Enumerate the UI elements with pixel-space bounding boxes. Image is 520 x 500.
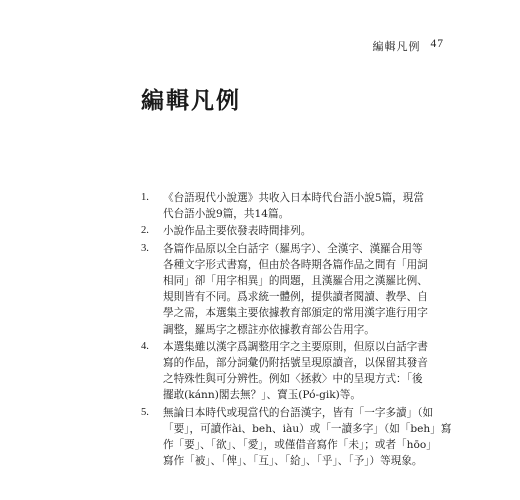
rule-text-line: 作「要」、「欲」、「愛」，或僅借音寫作「未」；或者「hōo」	[163, 439, 437, 452]
rule-item	[141, 339, 431, 404]
rule-text-line: 寫的作品，部分詞彙仍附括號呈現原讀音，以保留其發音	[163, 357, 428, 370]
rule-text-line: 無論日本時代或現當代的台語漢字，皆有「一字多讀」（如	[163, 406, 434, 419]
page-title: 編輯凡例	[141, 87, 241, 114]
rule-text-line: 各篇作品原以全白話字（羅馬字）、全漢字、漢羅合用等	[163, 242, 423, 255]
running-header-title: 編輯凡例	[372, 40, 421, 53]
rule-text	[163, 223, 431, 239]
rule-number: 3.	[141, 242, 149, 254]
rule-text-line: 擺敢(kánn)閣去無？」、寶玉(Pó-gik)等。	[163, 389, 361, 402]
rule-number: 4.	[141, 340, 149, 352]
rule-number: 2.	[141, 225, 149, 237]
rule-text-line: 調整，羅馬字之標註亦依據教育部公告用字。	[163, 323, 375, 336]
rule-text-line: 本選集雖以漢字爲調整用字之主要原則，但原以白話字書	[163, 340, 428, 353]
rule-text	[163, 241, 431, 338]
rule-item	[141, 190, 431, 222]
rule-number: 1.	[141, 192, 149, 203]
rule-text-line: 相同」卻「用字相異」的問題，且漢羅合用之漢羅比例、	[163, 275, 428, 288]
rule-text-line: 各種文字形式書寫，但由於各時期各篇作品之間有「用詞	[163, 258, 428, 271]
rule-text-line: 之特殊性與可分辨性。例如〈拯救〉中的呈現方式：「後	[163, 373, 423, 386]
rule-text-line: 規則皆有不同。爲求統一體例，提供讀者閱讀、教學、自	[163, 291, 428, 304]
rule-text-line: 寫作「被」、「俾」、「互」、「給」、「乎」、「予」）等現象。	[163, 455, 423, 468]
rule-text	[163, 405, 451, 470]
running-header	[373, 38, 445, 54]
rule-text-line: 學之需，本選集主要依據教育部頒定的常用漢字進行用字	[163, 307, 428, 320]
rule-text-line: 「要」，可讀作ài、beh、iàu）或「一讀多字」（如「beh」寫	[163, 422, 452, 435]
rule-item	[141, 241, 431, 338]
rule-text-line: 小說作品主要依發表時間排列。	[163, 225, 312, 238]
page-number: 47	[430, 38, 444, 50]
editorial-rules-list	[141, 190, 452, 470]
rule-item	[141, 223, 431, 239]
rule-number: 5.	[141, 406, 149, 418]
rule-text-line: 《台語現代小說選》共收入日本時代台語小說5篇，現當	[163, 192, 424, 204]
rule-text	[163, 339, 431, 404]
rule-item	[141, 405, 452, 470]
rule-text	[163, 190, 431, 222]
rule-text-line: 代台語小說9篇，共14篇。	[163, 208, 290, 221]
